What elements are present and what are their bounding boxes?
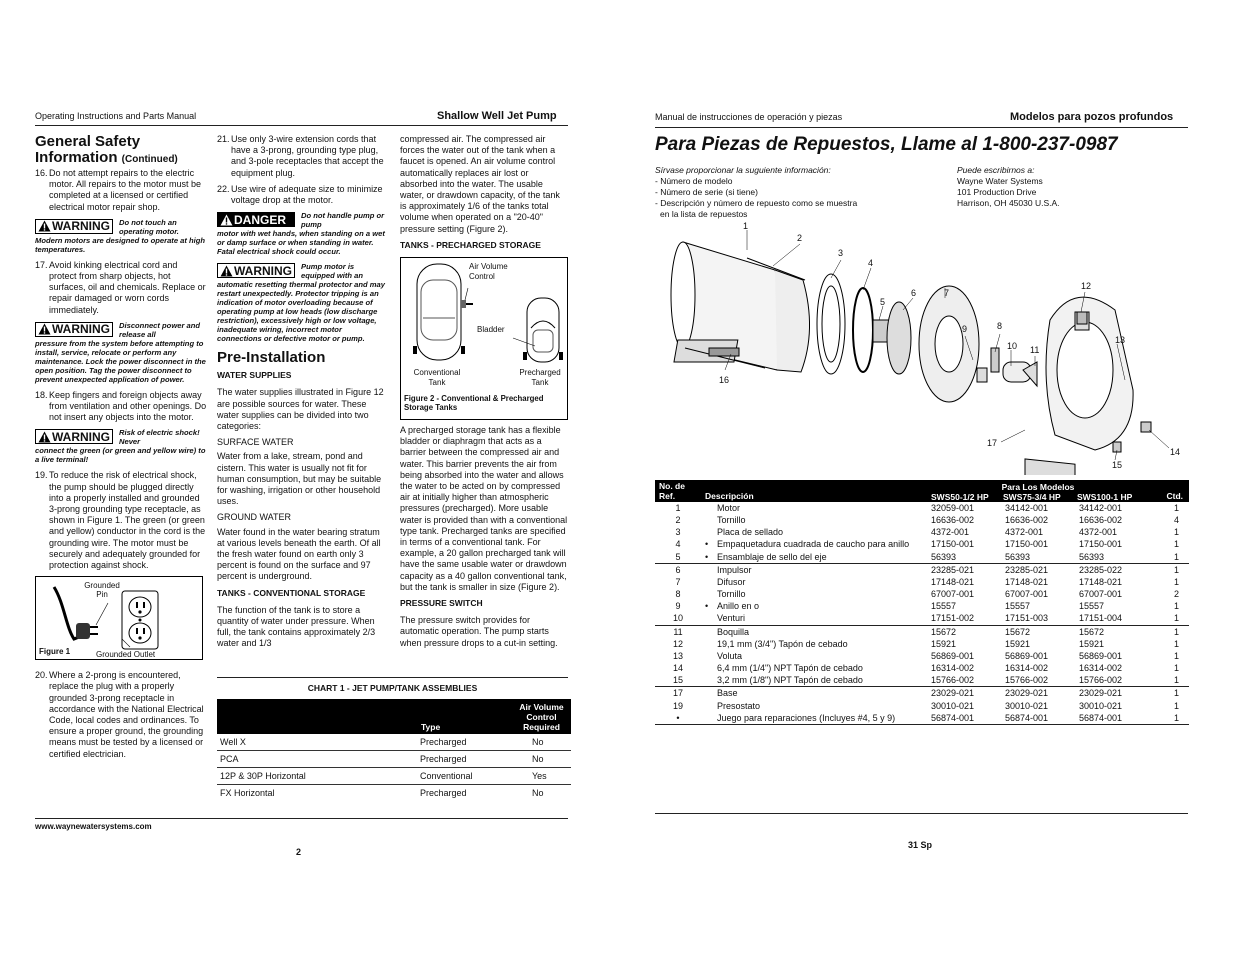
part-number-sws100: 15766-002	[1078, 675, 1123, 686]
part-quantity: 1	[1173, 503, 1179, 513]
warning-box: WARNING Disconnect power and release all pressure from the system before attempting to install, service, relocate or perform any maintenance. Lock the power disconnect in the open position. Tag the power disconnect to prevent unexpected application of power.	[35, 320, 206, 384]
warning-triangle-icon	[38, 220, 51, 232]
warning-badge: WARNING	[217, 263, 295, 278]
part-quantity: 1	[1149, 712, 1189, 725]
chart-1-table	[217, 699, 571, 801]
left-column-3	[400, 134, 568, 654]
part-number-sws100: 15557	[1078, 601, 1104, 612]
table-row	[655, 502, 1189, 514]
water-supplies-subheading: WATER SUPPLIES	[217, 370, 292, 381]
part-number-sws100: 34142-001	[1078, 503, 1123, 513]
table-row: Well X Precharged No	[217, 734, 571, 751]
table-row	[655, 576, 1189, 588]
right-header-models: Modelos para pozos profundos	[1010, 111, 1174, 123]
figure-1-grounded-outlet	[35, 576, 203, 660]
part-ref: 19	[672, 700, 683, 711]
part-number-sws75: 23285-021	[1001, 563, 1075, 576]
part-ref: 11	[655, 625, 701, 638]
paragraph: The water supplies illustrated in Figure 12 are possible sources for water. These water supplies can be divided into two categories:	[217, 387, 384, 432]
part-number-sws50: 67007-001	[931, 589, 975, 600]
part-number-sws50: 23285-021	[927, 563, 1001, 576]
chart-1-header-air-volume: Air Volume Control Required	[512, 699, 571, 734]
part-quantity: 1	[1173, 527, 1179, 538]
grounded-pin-label: Grounded Pin	[84, 581, 120, 600]
part-number-sws75: 15557	[1004, 601, 1031, 612]
callout-12: 12	[1081, 281, 1092, 291]
figure-2-storage-tanks	[400, 257, 568, 420]
part-description: • Anillo en o	[705, 601, 760, 612]
callout-14: 14	[1170, 447, 1181, 457]
part-description: 19,1 mm (3/4") Tapón de cebado	[717, 638, 848, 649]
callout-9: 9	[962, 324, 968, 334]
table-row	[655, 687, 1189, 700]
paragraph: The pressure switch provides for automatic operation. The pump starts when pressure drops to a cut-in setting.	[400, 615, 558, 648]
danger-triangle-icon	[220, 214, 233, 226]
part-description: 3,2 mm (1/8") NPT Tapón de cebado	[717, 675, 863, 686]
general-safety-heading: General Safety Information (Continued)	[35, 133, 178, 166]
table-row	[655, 538, 1189, 550]
callout-2: 2	[797, 233, 803, 243]
part-quantity: 1	[1173, 650, 1179, 661]
danger-badge: DANGER	[217, 212, 295, 227]
tanks-precharged-subheading: TANKS - PRECHARGED STORAGE	[400, 239, 541, 250]
part-number-sws50: 56874-001	[927, 712, 1001, 725]
left-footer-rule	[35, 818, 568, 819]
part-number-sws75: 34142-001	[1004, 503, 1049, 513]
part-quantity: 1	[1173, 700, 1179, 711]
warning-box: WARNING Do not touch an operating motor. Modern motors are designed to operate at high temperatures.	[35, 217, 206, 254]
callout-10: 10	[1007, 341, 1018, 351]
part-number-sws75: 17148-021	[1004, 576, 1049, 587]
table-row	[655, 625, 1189, 638]
part-description: • Empaquetadura cuadrada de caucho para anillo	[705, 539, 910, 550]
part-number-sws50: 17151-002	[931, 613, 975, 624]
part-ref: 1	[675, 503, 681, 513]
bullet-marker: •	[705, 601, 709, 612]
part-number-sws100: 17151-004	[1078, 613, 1123, 624]
part-description: • Ensamblaje de sello del eje	[705, 551, 827, 562]
table-row: PCA Precharged No	[217, 751, 571, 768]
warning-triangle-icon	[38, 323, 51, 335]
list-item: 16. Do not attempt repairs to the electric motor. All repairs to the motor must be completed at a licensed or certified electrical motor repair shop.	[35, 168, 202, 212]
part-number-sws75: 30010-021	[1004, 700, 1049, 711]
part-ref: 3	[675, 527, 681, 538]
list-item: 22. Use wire of adequate size to minimize voltage drop at the motor.	[217, 183, 383, 206]
part-number-sws50: 15557	[931, 601, 957, 612]
part-number-sws75: 56393	[1004, 551, 1031, 562]
part-number-sws75: 15766-002	[1004, 675, 1049, 686]
air-volume-control-label: Air Volume Control	[469, 262, 508, 281]
info-request-block: Sírvase proporcionar la suguiente información: - Número de modelo - Número de serie (si tiene) - Descripción y número de repuesto como se muestra en la lista de repuestos	[655, 165, 858, 219]
part-number-sws50: 15921	[931, 638, 957, 649]
callout-11: 11	[1030, 345, 1040, 355]
table-row	[655, 526, 1189, 538]
paragraph: A precharged storage tank has a flexible bladder or diaphragm that acts as a barrier between the compressed air and water. This barrier prevents the air from being absorbed into the water and allows the water to be acted on by compressed air at initially higher than atmospheric pressures (precharged). More usable water is provided than with a conventional type tank. Precharged tanks are specified in terms of a conventional tank. For example, a 20 gallon precharged tank will have the same usable water or drawdown capacity as a 40 gallon conventional tank, but the tank is smaller in size (Figure 2).	[400, 425, 568, 592]
list-item: 17. Avoid kinking electrical cord and protect from sharp objects, hot surfaces, oil and chemicals. Replace or repair damaged or worn cords immediately.	[35, 259, 206, 315]
part-ref: 5	[675, 551, 681, 562]
part-quantity: 4	[1173, 515, 1179, 526]
part-quantity: 1	[1149, 687, 1189, 700]
part-description: Tornillo	[717, 589, 746, 600]
part-ref: 7	[675, 576, 681, 587]
paragraph: Water found in the water bearing stratum at various levels beneath the earth. Of all the fresh water found on earth only 3 percent is found on the surface and 97 percent is underground.	[217, 526, 381, 582]
list-item: 20. Where a 2-prong is encountered, replace the plug with a properly grounded 3-prong receptacle in accordance with the National Electrical Code, local codes and ordinances. To ensure a proper ground, the grounding means must be tested by a licensed or certified electrician.	[35, 670, 204, 759]
part-number-sws50: 30010-021	[931, 700, 975, 711]
part-description: Venturi	[717, 613, 746, 624]
callout-13: 13	[1115, 335, 1126, 345]
table-row	[655, 551, 1189, 564]
part-ref: 4	[675, 539, 681, 550]
part-description: Boquilla	[701, 625, 927, 638]
part-quantity: 1	[1149, 625, 1189, 638]
callout-16: 16	[719, 375, 730, 385]
warning-badge: WARNING	[35, 322, 113, 337]
part-number-sws75: 16314-002	[1004, 663, 1049, 674]
table-row	[655, 650, 1189, 662]
part-quantity: 1	[1173, 551, 1179, 562]
part-number-sws75: 15921	[1004, 638, 1031, 649]
callout-6: 6	[911, 288, 917, 298]
part-number-sws75: 17150-001	[1004, 539, 1049, 550]
pre-installation-heading: Pre-Installation	[217, 349, 326, 367]
part-number-sws100: 30010-021	[1078, 700, 1123, 711]
table-row	[655, 638, 1189, 650]
danger-box: DANGER Do not handle pump or pump motor with wet hands, when standing on a wet or damp surface or when standing in water. Fatal electrical shock could occur.	[217, 211, 385, 257]
part-number-sws75: 23029-021	[1001, 687, 1075, 700]
exploded-pump-diagram	[655, 220, 1185, 475]
table-row	[655, 700, 1189, 712]
left-header-product: Shallow Well Jet Pump	[437, 110, 557, 122]
part-ref: 9	[675, 601, 681, 612]
part-quantity: 1	[1149, 563, 1189, 576]
warning-box: WARNING Risk of electric shock! Never connect the green (or green and yellow wire) to a live terminal!	[35, 428, 206, 465]
chart-1-header-model	[217, 699, 417, 734]
part-description: Impulsor	[701, 563, 927, 576]
left-header-manual-title: Operating Instructions and Parts Manual	[35, 111, 197, 121]
left-column-2	[217, 134, 387, 655]
part-ref: 8	[675, 589, 681, 600]
part-description: Placa de sellado	[717, 527, 784, 538]
part-quantity: 1	[1173, 576, 1179, 587]
warning-triangle-icon	[38, 431, 51, 443]
part-number-sws50: 56869-001	[931, 650, 975, 661]
bullet-marker: •	[705, 539, 709, 550]
part-description: Juego para reparaciones (Incluyes #4, 5 y 9)	[701, 712, 927, 725]
part-number-sws75: 17151-003	[1004, 613, 1049, 624]
part-description: Tornillo	[717, 515, 746, 526]
part-description: 6,4 mm (1/4") NPT Tapón de cebado	[717, 663, 863, 674]
table-row	[655, 514, 1189, 526]
part-ref: 6	[655, 563, 701, 576]
bladder-label: Bladder	[477, 325, 505, 335]
pressure-switch-subheading: PRESSURE SWITCH	[400, 598, 483, 609]
warning-badge: WARNING	[35, 429, 113, 444]
part-number-sws50: 16636-002	[931, 515, 975, 526]
part-number-sws100: 56869-001	[1078, 650, 1123, 661]
part-number-sws100: 16314-002	[1078, 663, 1123, 674]
tanks-conventional-subheading: TANKS - CONVENTIONAL STORAGE	[217, 587, 366, 598]
right-header-rule	[655, 127, 1188, 128]
table-row	[655, 662, 1189, 674]
table-row	[655, 563, 1189, 576]
mailing-address-block: Puede escribirnos a: Wayne Water Systems 101 Production Drive Harrison, OH 45030 U.S.A.	[957, 165, 1060, 208]
part-quantity: 1	[1173, 663, 1179, 674]
right-footer-rule	[655, 813, 1188, 814]
table-row: FX Horizontal Precharged No	[220, 788, 544, 798]
part-ref: 14	[672, 663, 683, 674]
paragraph: Water from a lake, stream, pond and cistern. This water is usually not fit for human consumption, but may be suitable for washing, irrigation or other household uses.	[217, 451, 382, 507]
ground-water-subheading: GROUND WATER	[217, 512, 291, 523]
paragraph: compressed air. The compressed air forces the water out of the tank when a faucet is opened. An air volume control automatically replaces air lost or absorbed into the water. The usable water, or drawdown capacity, of the tank is approximately 1/6 of the tanks total volume when operated on a "20-40" pressure setting (Figure 2).	[400, 134, 560, 234]
left-column-1	[35, 134, 207, 765]
part-quantity: 1	[1173, 539, 1179, 550]
chart-1-top-rule	[217, 677, 568, 678]
continued-label: (Continued)	[121, 154, 178, 165]
callout-5: 5	[880, 297, 886, 307]
part-number-sws50: 32059-001	[931, 503, 975, 513]
grounded-outlet-label: Grounded Outlet	[96, 650, 156, 660]
part-number-sws50: 23029-021	[927, 687, 1001, 700]
bullet-marker: •	[705, 551, 709, 562]
part-number-sws100: 56393	[1078, 551, 1104, 562]
part-number-sws100: 17148-021	[1078, 576, 1123, 587]
list-item: 21. Use only 3-wire extension cords that have a 3-prong, grounding type plug, and 3-pole receptacles that accept the equipment plug.	[217, 134, 384, 178]
paragraph: The function of the tank is to store a quantity of water under pressure. When full, the tank contains approximately 2/3 water and 1/3	[217, 604, 376, 649]
parts-header-qty: Ctd.	[1149, 480, 1189, 502]
part-number-sws50: 16314-002	[931, 663, 975, 674]
table-row	[655, 612, 1189, 625]
part-number-sws75: 67007-001	[1004, 589, 1049, 600]
table-row: 12P & 30P Horizontal Conventional Yes	[217, 768, 571, 785]
callout-4: 4	[868, 258, 874, 268]
part-quantity: 1	[1173, 638, 1179, 649]
part-ref: 2	[675, 515, 681, 526]
part-number-sws50: 56393	[931, 551, 957, 562]
callout-8: 8	[997, 321, 1003, 331]
callout-1: 1	[743, 221, 749, 231]
chart-1-header-type: Type	[417, 699, 512, 734]
list-item: 18. Keep fingers and foreign objects away from ventilation and other openings. Do not insert any objects into the motor.	[35, 389, 207, 423]
part-description: Presostato	[717, 700, 761, 711]
table-row	[655, 600, 1189, 612]
warning-box: WARNING Pump motor is equipped with an automatic resetting thermal protector and may restart unexpectedly. Protector tripping is an indication of motor overloading because of operating pump at low heads (low discharge restriction), excessively high or low voltage, inadequate wiring, incorrect motor connections or defective motor or pump.	[217, 262, 385, 344]
callout-3: 3	[838, 248, 844, 258]
table-row	[655, 712, 1189, 725]
table-row	[655, 588, 1189, 600]
callout-15: 15	[1112, 460, 1123, 470]
part-number-sws75: 16636-002	[1004, 515, 1049, 526]
part-description: Motor	[717, 503, 741, 513]
part-description: Difusor	[717, 576, 746, 587]
parts-page-title: Para Piezas de Repuestos, Llame al 1-800-237-0987	[655, 134, 1118, 155]
list-item: 19. To reduce the risk of electrical shock, the pump should be plugged directly into a properly installed and grounded 3-prong grounding type receptacle, as shown in Figure 1. The green (or green and yellow) conductor in the cord is the grounding wire. The motor must be securely and adequately grounded for protection against shock.	[35, 470, 206, 571]
part-number-sws50: 15766-002	[931, 675, 975, 686]
footer-url: www.waynewatersystems.com	[35, 822, 152, 831]
part-number-sws100: 23029-021	[1075, 687, 1149, 700]
part-number-sws50: 17148-021	[931, 576, 975, 587]
part-quantity: 2	[1173, 589, 1179, 600]
parts-header-description: Descripción	[701, 480, 927, 502]
surface-water-subheading: SURFACE WATER	[217, 437, 294, 448]
callout-17: 17	[987, 438, 998, 448]
part-quantity: 1	[1173, 675, 1179, 686]
part-number-sws100: 23285-022	[1075, 563, 1149, 576]
chart-1-title: CHART 1 - JET PUMP/TANK ASSEMBLIES	[307, 683, 478, 693]
part-ref: 15	[672, 675, 683, 686]
part-number-sws100: 15672	[1075, 625, 1149, 638]
part-description: Base	[701, 687, 927, 700]
part-ref: 13	[672, 650, 683, 661]
part-description: Voluta	[717, 650, 743, 661]
parts-list-table	[655, 480, 1189, 725]
part-number-sws75: 4372-001	[1004, 527, 1044, 538]
warning-triangle-icon	[220, 265, 233, 277]
figure-2-caption: Figure 2 - Conventional & Precharged Storage Tanks	[404, 394, 544, 413]
part-number-sws75: 15672	[1001, 625, 1075, 638]
table-row	[655, 674, 1189, 687]
warning-badge: WARNING	[35, 219, 113, 234]
conventional-tank-label: Conventional Tank	[413, 368, 461, 388]
right-page-number: 31 Sp	[908, 840, 933, 850]
precharged-tank-label: Precharged Tank	[519, 368, 561, 388]
part-number-sws100: 16636-002	[1078, 515, 1123, 526]
part-ref: 10	[672, 613, 683, 624]
part-number-sws50: 17150-001	[931, 539, 975, 550]
part-number-sws100: 67007-001	[1078, 589, 1123, 600]
part-number-sws75: 56869-001	[1004, 650, 1049, 661]
left-header-rule	[35, 125, 568, 126]
part-ref: •	[655, 712, 701, 725]
part-quantity: 1	[1173, 613, 1179, 624]
part-number-sws100: 56874-001	[1075, 712, 1149, 725]
part-ref: 17	[655, 687, 701, 700]
part-number-sws50: 4372-001	[931, 527, 970, 538]
part-number-sws100: 4372-001	[1078, 527, 1118, 538]
callout-7: 7	[944, 288, 950, 298]
left-page-number: 2	[296, 847, 302, 857]
part-number-sws75: 56874-001	[1001, 712, 1075, 725]
figure-1-caption: Figure 1	[39, 647, 71, 657]
part-quantity: 1	[1173, 601, 1179, 612]
part-number-sws100: 15921	[1078, 638, 1104, 649]
part-number-sws100: 17150-001	[1078, 539, 1123, 550]
parts-header-ref: No. de Ref.	[655, 480, 701, 502]
part-number-sws50: 15672	[927, 625, 1001, 638]
part-ref: 12	[672, 638, 683, 649]
right-header-manual-title: Manual de instrucciones de operación y piezas	[655, 112, 843, 122]
parts-header-models: Para Los Modelos SWS50-1/2 HP SWS75-3/4 HP SWS100-1 HP	[927, 480, 1149, 502]
